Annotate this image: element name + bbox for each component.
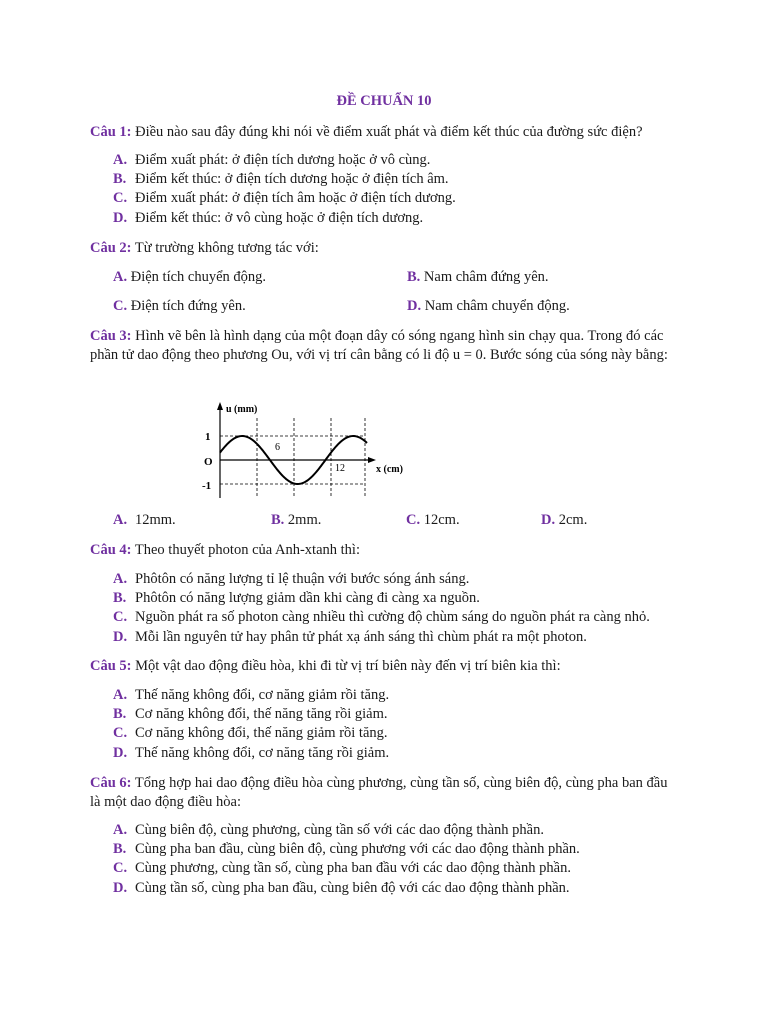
origin-label: O: [204, 456, 213, 468]
question-label: Câu 3:: [90, 328, 132, 344]
option-a[interactable]: A. Cùng biên độ, cùng phương, cùng tần số với các dao động thành phần.: [113, 822, 544, 838]
question-5: [90, 657, 680, 676]
x-axis-arrow: [368, 457, 376, 463]
option-c[interactable]: C. Cơ năng không đổi, thế năng giảm rồi tăng.: [113, 725, 388, 742]
option-b[interactable]: B. Cơ năng không đổi, thế năng tăng rồi giảm.: [113, 706, 388, 723]
question-text: Hình vẽ bên là hình dạng của một đoạn dây có sóng ngang hình sin chạy qua. Trong đó các phần tử dao động theo phương Ou, với vị trí cân bằng có li độ u = 0. Bước sóng của sóng này bằng:: [90, 328, 668, 363]
question-label: Câu 1:: [90, 124, 132, 140]
tick-1: 1: [205, 431, 211, 443]
option-c[interactable]: C. Cùng phương, cùng tần số, cùng pha ban đầu với các dao động thành phần.: [113, 860, 571, 877]
question-1: [90, 123, 680, 142]
mark-12: 12: [335, 463, 345, 474]
option-b[interactable]: B. Phôtôn có năng lượng giảm dần khi càng đi càng xa nguồn.: [113, 590, 480, 607]
option-d[interactable]: D. Thế năng không đổi, cơ năng tăng rồi giảm.: [113, 744, 390, 761]
option-d[interactable]: D. Điểm kết thúc: ở vô cùng hoặc ở điện tích dương.: [113, 209, 424, 226]
option-b[interactable]: B. 2mm.: [271, 512, 322, 528]
page-title: ĐỀ CHUẨN 10: [336, 93, 432, 109]
option-c[interactable]: C. 12cm.: [406, 512, 460, 528]
question-label: Câu 6:: [90, 775, 132, 791]
option-d[interactable]: D. Mỗi lần nguyên tử hay phân tử phát xạ ánh sáng thì chùm phát ra một photon.: [113, 628, 587, 645]
question-4: [90, 541, 680, 560]
question-text: Điều nào sau đây đúng khi nói về điểm xuất phát và điểm kết thúc của đường sức điện?: [135, 124, 643, 140]
option-c[interactable]: C. Nguồn phát ra số photon càng nhiều thì cường độ chùm sáng do nguồn phát ra càng nhỏ.: [113, 609, 650, 626]
option-b[interactable]: B. Nam châm đứng yên.: [407, 269, 549, 285]
question-label: Câu 2:: [90, 240, 132, 256]
question-text: Từ trường không tương tác với:: [134, 240, 319, 256]
question-2: [90, 239, 680, 258]
options-5: [113, 686, 713, 763]
options-4: [113, 570, 713, 647]
option-a[interactable]: A. Phôtôn có năng lượng tỉ lệ thuận với bước sóng ánh sáng.: [113, 571, 470, 587]
option-d[interactable]: D. Cùng tần số, cùng pha ban đầu, cùng biên độ với các dao động thành phần.: [113, 879, 570, 896]
tick-minus-1: -1: [202, 480, 212, 492]
wave-figure: [195, 398, 410, 503]
u-axis-arrow: [217, 402, 223, 410]
question-3: [90, 327, 680, 365]
x-axis-label: x (cm): [376, 464, 403, 475]
question-text: Tổng hợp hai dao động điều hòa cùng phương, cùng tần số, cùng biên độ, cùng pha ban đầu là một dao động điều hòa:: [90, 775, 668, 810]
u-axis-label: u (mm): [226, 404, 258, 415]
option-c[interactable]: C. Điểm xuất phát: ở điện tích âm hoặc ở điện tích dương.: [113, 190, 456, 207]
options-6: [113, 821, 713, 898]
option-d[interactable]: D. 2cm.: [541, 512, 588, 528]
mark-6: 6: [275, 442, 280, 453]
option-b[interactable]: B. Cùng pha ban đầu, cùng biên độ, cùng phương với các dao động thành phần.: [113, 841, 580, 858]
grid: [220, 418, 365, 498]
question-text: Theo thuyết photon của Anh-xtanh thì:: [134, 542, 360, 558]
option-a[interactable]: A. Điện tích chuyển động.: [113, 269, 267, 285]
question-label: Câu 5:: [90, 658, 132, 674]
option-a[interactable]: A. Điểm xuất phát: ở điện tích dương hoặc ở vô cùng.: [113, 152, 431, 168]
option-d[interactable]: D. Nam châm chuyển động.: [407, 298, 570, 314]
option-a[interactable]: A. Thế năng không đổi, cơ năng giảm rồi tăng.: [113, 687, 390, 703]
options-1: [113, 151, 713, 228]
option-b[interactable]: B. Điểm kết thúc: ở điện tích dương hoặc ở điện tích âm.: [113, 171, 449, 188]
option-a[interactable]: A. 12mm.: [113, 512, 176, 528]
question-6: [90, 774, 680, 812]
option-c[interactable]: C. Điện tích đứng yên.: [113, 298, 246, 314]
question-text: Một vật dao động điều hòa, khi đi từ vị trí biên này đến vị trí biên kia thì:: [135, 658, 561, 674]
question-label: Câu 4:: [90, 542, 132, 558]
